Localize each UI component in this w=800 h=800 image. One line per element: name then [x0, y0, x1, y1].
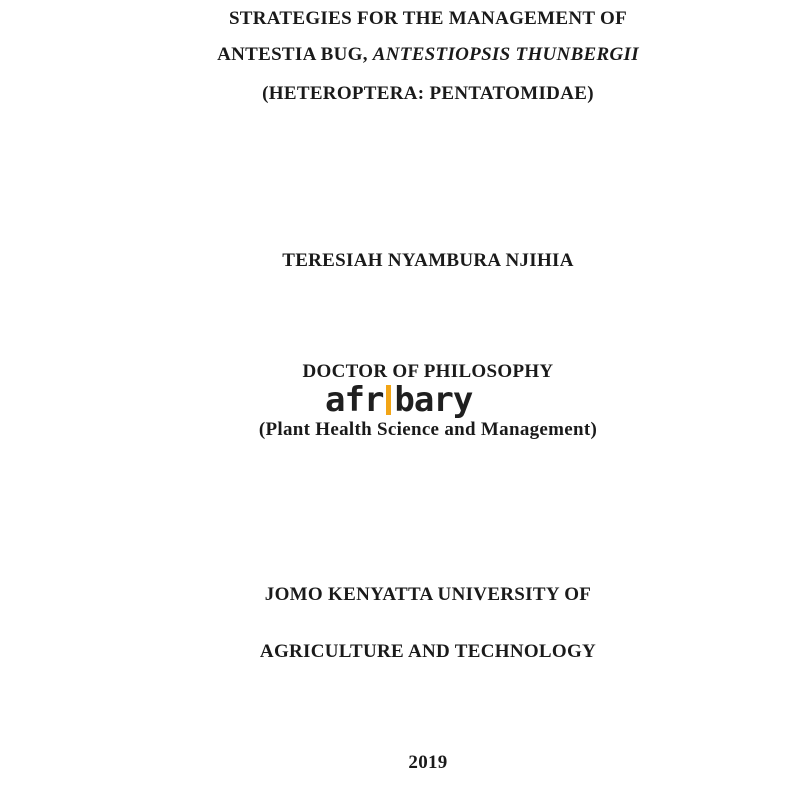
title-line-3: [0, 84, 800, 103]
degree-text: DOCTOR OF PHILOSOPHY: [302, 361, 554, 382]
watermark-text-left: afr: [325, 380, 384, 420]
university-line-1: [0, 585, 800, 604]
title-text-3: (HETEROPTERA: PENTATOMIDAE): [262, 83, 594, 104]
title-line-1: [0, 9, 800, 28]
university-line-2: [0, 642, 800, 661]
title-text-1: STRATEGIES FOR THE MANAGEMENT OF: [228, 8, 628, 29]
afribary-watermark: [325, 380, 473, 420]
year-text: 2019: [408, 752, 448, 773]
watermark-text-right: bary: [394, 380, 473, 420]
species-name: ANTESTIOPSIS THUNBERGII: [372, 44, 639, 65]
title-text-2-prefix: ANTESTIA BUG,: [217, 44, 373, 65]
author-text: TERESIAH NYAMBURA NJIHIA: [282, 250, 574, 271]
degree-title: [0, 362, 800, 381]
university-text-1: JOMO KENYATTA UNIVERSITY OF: [264, 584, 592, 605]
university-text-2: AGRICULTURE AND TECHNOLOGY: [259, 641, 597, 662]
author-name: [0, 251, 800, 270]
watermark-accent-bar: [386, 385, 391, 415]
title-line-2: [0, 45, 800, 64]
field-text: (Plant Health Science and Management): [258, 419, 598, 440]
submission-year: [0, 753, 800, 772]
degree-field: [0, 420, 800, 439]
